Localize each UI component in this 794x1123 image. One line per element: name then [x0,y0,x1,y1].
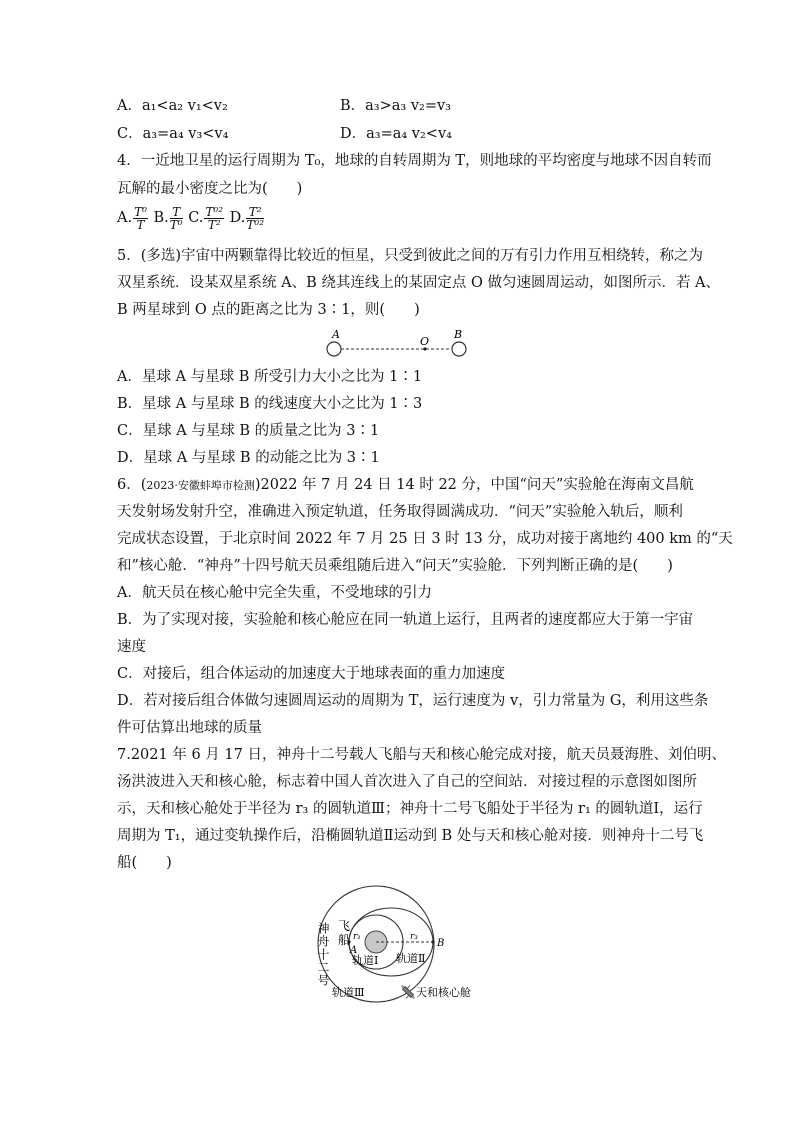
q7-orbit-figure [310,882,500,1006]
q5-option-a: A．星球 A 与星球 B 所受引力大小之比为 1∶1 [117,369,423,385]
q6-option-b-line1: B．为了实现对接，实验舱和核心舱应在同一轨道上运行，且两者的速度都应大于第一宇宙 [117,612,694,628]
q4-options [117,204,265,232]
q7-stem-line1: 7.2021 年 6 月 17 日，神舟十二号载人飞船与天和核心舱完成对接，航天员聂海胜、刘伯明、 [117,747,726,763]
q6-number: 6．( [117,477,147,493]
q5-option-b: B．星球 A 与星球 B 的线速度大小之比为 1∶3 [117,396,423,412]
q5-star-b [452,342,466,356]
q7-label-chuan: 船 [338,933,351,947]
q7-label-orbit2: 轨道Ⅱ [396,952,426,965]
q7-stem-line2: 汤洪波进入天和核心舱，标志着中国人首次进入了自己的空间站．对接过程的示意图如图所 [117,774,697,790]
q7-label-orbit3: 轨道Ⅲ [332,986,365,999]
q4-option-a-numerator: T⁰ [134,204,147,219]
q4-stem-line2: 瓦解的最小密度之比为( ) [117,181,303,197]
q5-star-a [327,342,341,356]
q4-option-b-numerator: T [170,206,183,219]
q4-option-b-denominator: T⁰ [169,217,183,232]
q5-option-c: C．星球 A 与星球 B 的质量之比为 3∶1 [117,423,380,439]
q5-label-o: O [420,335,430,348]
q5-stem-line2: 双星系统．设某双星系统 A、B 绕其连线上的某固定点 O 做匀速圆周运动，如图所示．若 A、 [117,275,721,291]
q7-label-tianhe: 天和核心舱 [416,986,471,999]
q4-option-b-label: B. [153,210,169,226]
q6-option-a: A．航天员在核心舱中完全失重，不受地球的引力 [117,585,432,601]
q7-label-orbit1: 轨道Ⅰ [352,954,379,967]
q7-label-fei: 飞 [338,919,351,933]
q6-stem-line1 [117,475,694,496]
q4-option-d-denominator: T⁰² [246,217,264,232]
q7-label-shenzhou-col: 神舟十二号 [316,922,330,987]
q3-option-c: C．a₃=a₄ v₃<v₄ [117,126,229,142]
q6-option-c: C．对接后，组合体运动的加速度大于地球表面的重力加速度 [117,666,506,682]
q4-option-b-fraction [170,206,183,231]
q5-option-d: D．星球 A 与星球 B 的动能之比为 3∶1 [117,450,380,466]
q7-stem-line3: 示，天和核心舱处于半径为 r₃ 的圆轨道Ⅲ；神舟十二号飞船处于半径为 r₁ 的圆轨道Ⅰ，运行 [117,801,703,817]
q3-option-b: B．a₃>a₃ v₂=v₃ [340,98,451,114]
q6-option-b-line2: 速度 [117,639,146,655]
q4-option-a-denominator: T [136,217,145,232]
q5-label-a: A [332,328,340,341]
q7-label-a: A [350,945,358,956]
q7-label-b: B [437,938,445,949]
q4-option-d-fraction [246,206,264,231]
q4-option-c-label: C. [188,210,204,226]
q5-label-b: B [454,328,463,341]
q5-stem-line3: B 两星球到 O 点的距离之比为 3∶1，则( ) [117,302,420,318]
q6-source: 2023·安徽蚌埠市检测 [146,479,255,492]
q4-option-d-numerator: T² [246,206,264,219]
q3-option-d: D．a₃=a₄ v₂<v₄ [340,126,452,142]
q6-stem-line2: 天发射场发射升空，准确进入预定轨道，任务取得圆满成功．“问天”实验舱入轨后，顺利 [117,504,683,520]
q4-option-d-label: D. [229,210,246,226]
q4-option-a-label: A. [117,210,133,226]
q7-stem-line4: 周期为 T₁，通过变轨操作后，沿椭圆轨道Ⅱ运动到 B 处与天和核心舱对接．则神舟十二号飞 [117,828,704,844]
q7-point-b [431,940,434,943]
q6-stem-line3: 完成状态设置，于北京时间 2022 年 7 月 25 日 3 时 13 分，成功对接于离地约 400 km 的“天 [117,531,733,547]
q6-option-d-line1: D．若对接后组合体做匀速圆周运动的周期为 T，运行速度为 v，引力常量为 G，利用这些条 [117,693,709,709]
q4-option-a-fraction [133,206,148,231]
q4-option-c-fraction [204,206,224,231]
q4-option-c-denominator: T² [207,217,221,232]
q6-stem-line4: 和”核心舱．“神舟”十四号航天员乘组随后进入“问天”实验舱．下列判断正确的是( ) [117,558,673,574]
q6-option-d-line2: 件可估算出地球的质量 [117,720,262,736]
q4-option-c-numerator: T⁰² [205,204,224,219]
q7-stem-line5: 船( ) [117,855,172,871]
q7-label-r1: r₁ [353,932,361,942]
q6-stem-line1-text: )2022 年 7 月 24 日 14 时 22 分，中国“问天”实验舱在海南文昌航 [254,477,694,493]
q7-label-r3: r₃ [410,932,418,942]
q5-binary-star-figure [320,328,480,360]
q3-option-a: A．a₁<a₂ v₁<v₂ [117,98,228,114]
q5-stem-line1: 5．(多选)宇宙中两颗靠得比较近的恒星，只受到彼此之间的万有引力作用互相绕转，称之为 [117,248,704,264]
q4-stem-line1: 4．一近地卫星的运行周期为 T₀，地球的自转周期为 T，则地球的平均密度与地球不因自转而 [117,153,712,169]
